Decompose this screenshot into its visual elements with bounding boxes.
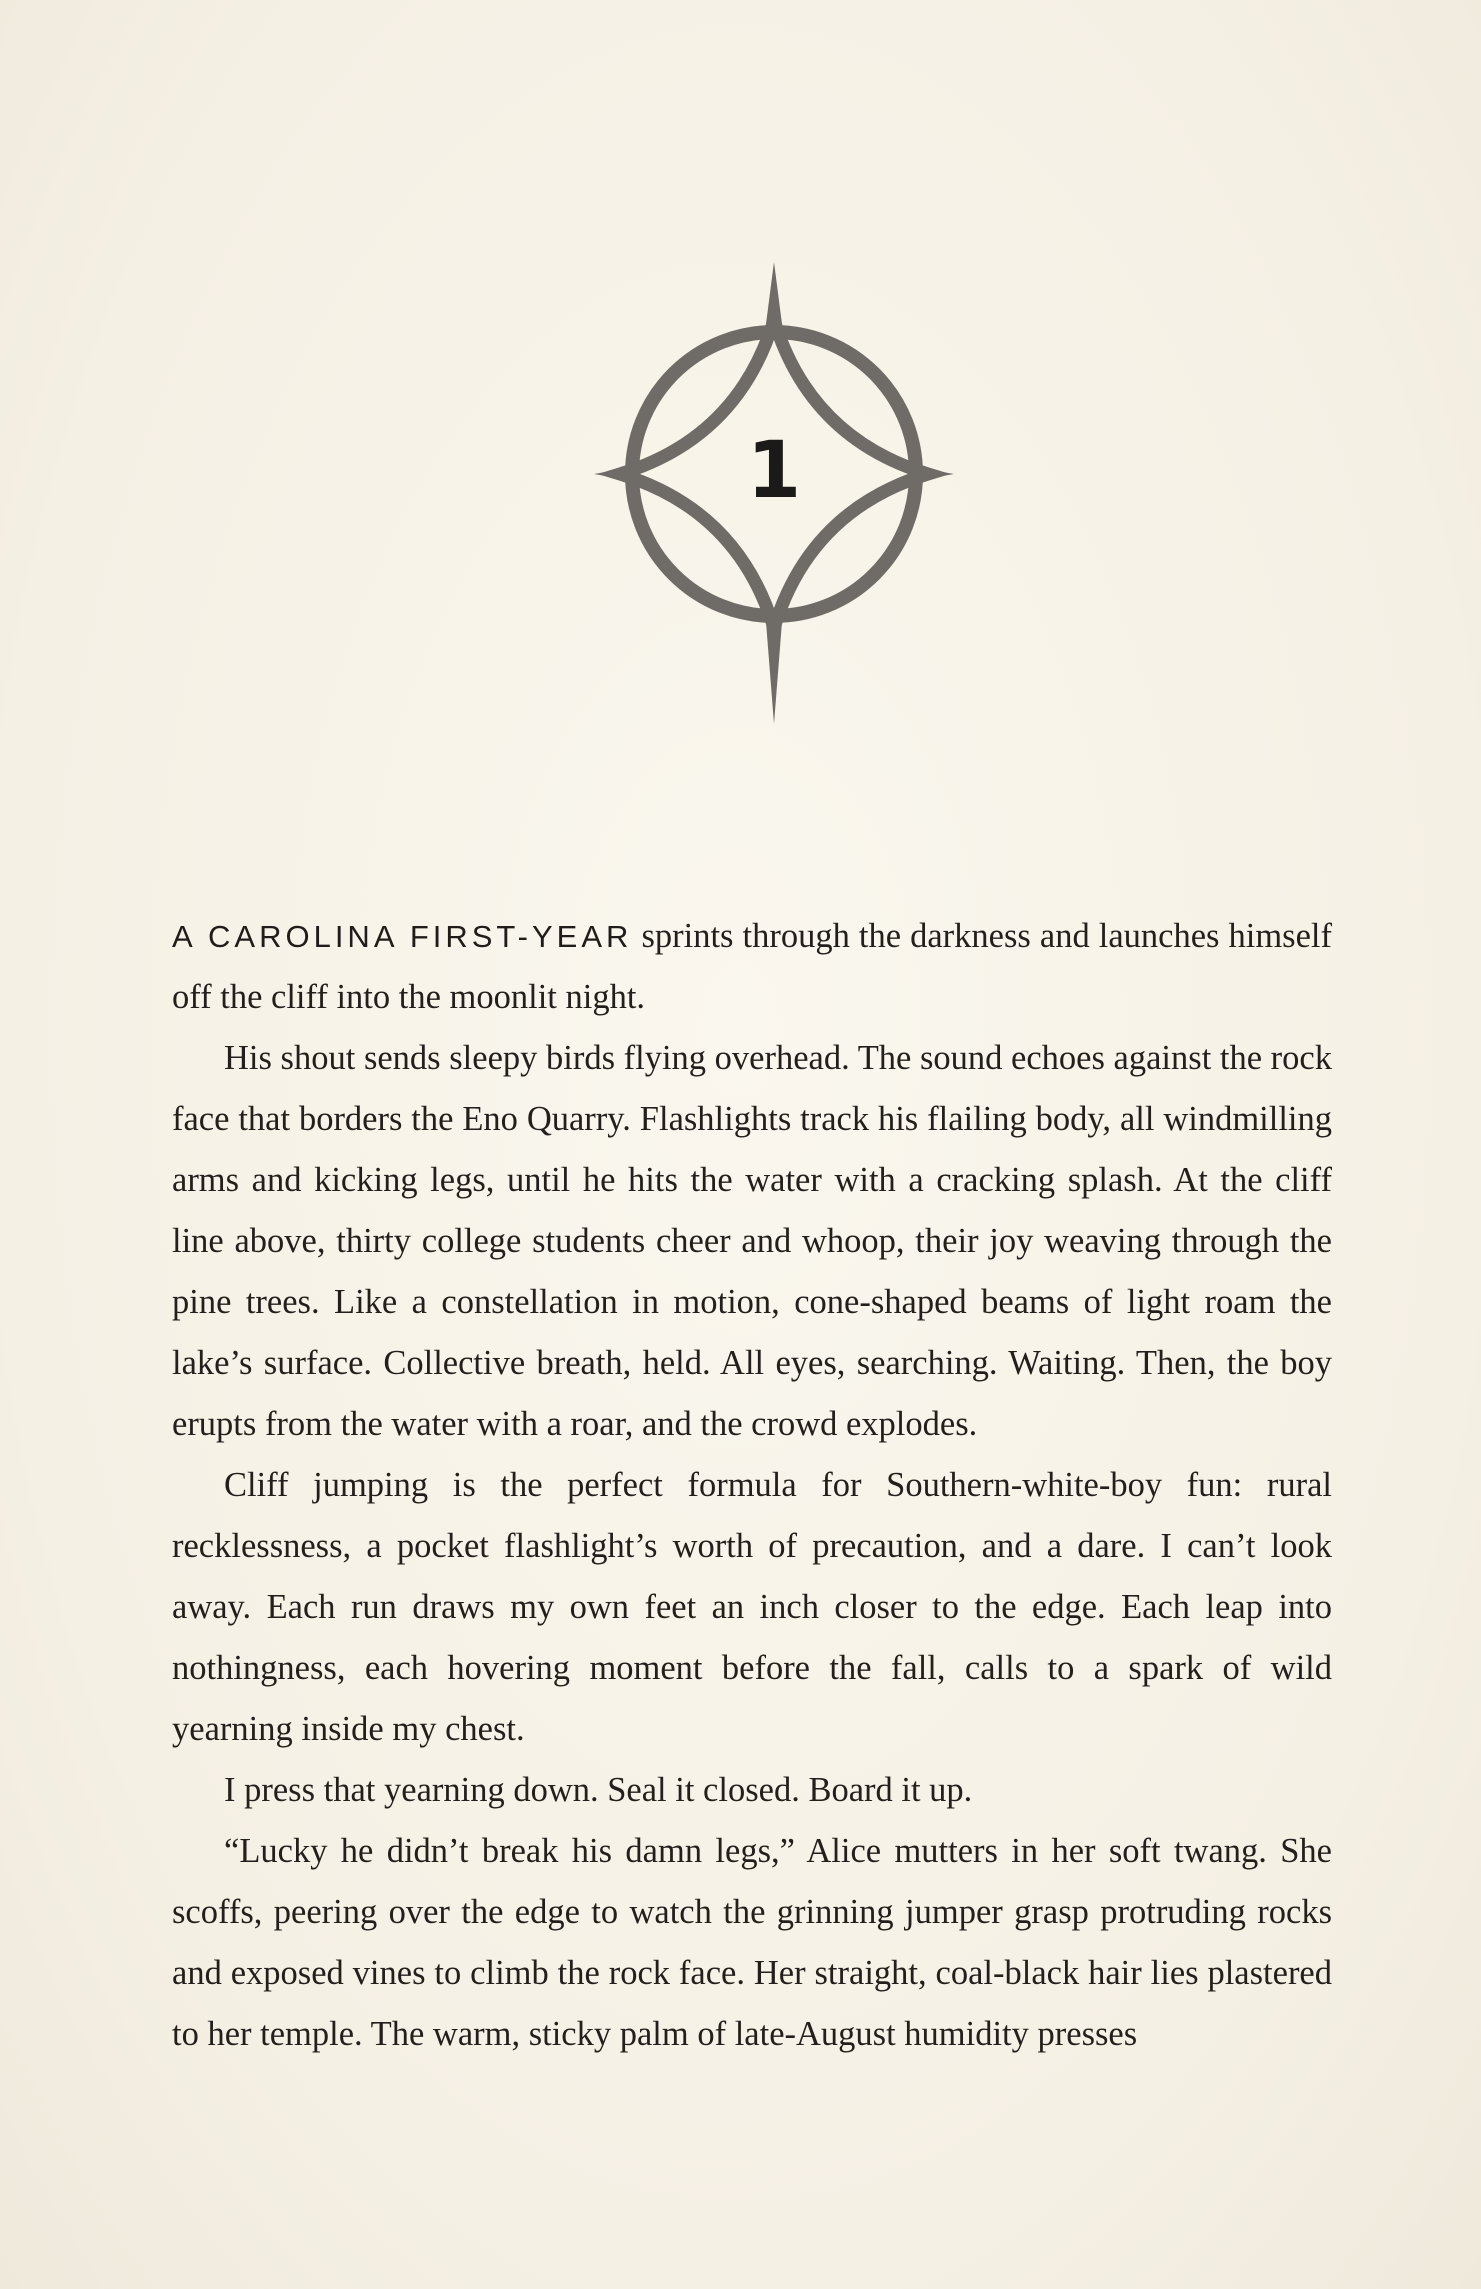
paragraph: I press that yearning down. Seal it closed. Board it up. (224, 1771, 973, 1809)
body-text (172, 906, 1332, 2065)
emblem-spike-bottom (766, 622, 782, 724)
paragraph: “Lucky he didn’t break his damn legs,” Alice mutters in her soft twang. She scoffs, peering over the edge to watch the grinning jumper grasp protruding rocks and exposed vines to climb the rock face. Her straight, coal-black hair lies plastered to her temple. The warm, sticky palm of late-August humidity presses (172, 1832, 1332, 2053)
chapter-number: 1 (746, 426, 802, 516)
paragraph: Cliff jumping is the perfect formula for Southern-white-boy fun: rural recklessness, a pocket flashlight’s worth of precaution, and a dare. I can’t look away. Each run draws my own feet an inch closer to the edge. Each leap into nothingness, each hovering moment before the fall, calls to a spark of wild yearning inside my chest. (172, 1466, 1332, 1748)
opening-text: sprints through the darkness and launches himself off the cliff into the moonlit night. (172, 917, 1332, 1016)
opening-small-caps: A CAROLINA FIRST-YEAR (172, 919, 633, 954)
paragraph: His shout sends sleepy birds flying overhead. The sound echoes against the rock face that borders the Eno Quarry. Flashlights track his flailing body, all windmilling arms and kicking legs, until he hits the water with a cracking splash. At the cliff line above, thirty college students cheer and whoop, their joy weaving through the pine trees. Like a constellation in motion, cone-shaped beams of light roam the lake’s surface. Collective breath, held. All eyes, searching. Waiting. Then, the boy erupts from the water with a roar, and the crowd explodes. (172, 1039, 1332, 1443)
emblem-spike-top (766, 262, 782, 324)
paragraph (172, 906, 1332, 1028)
